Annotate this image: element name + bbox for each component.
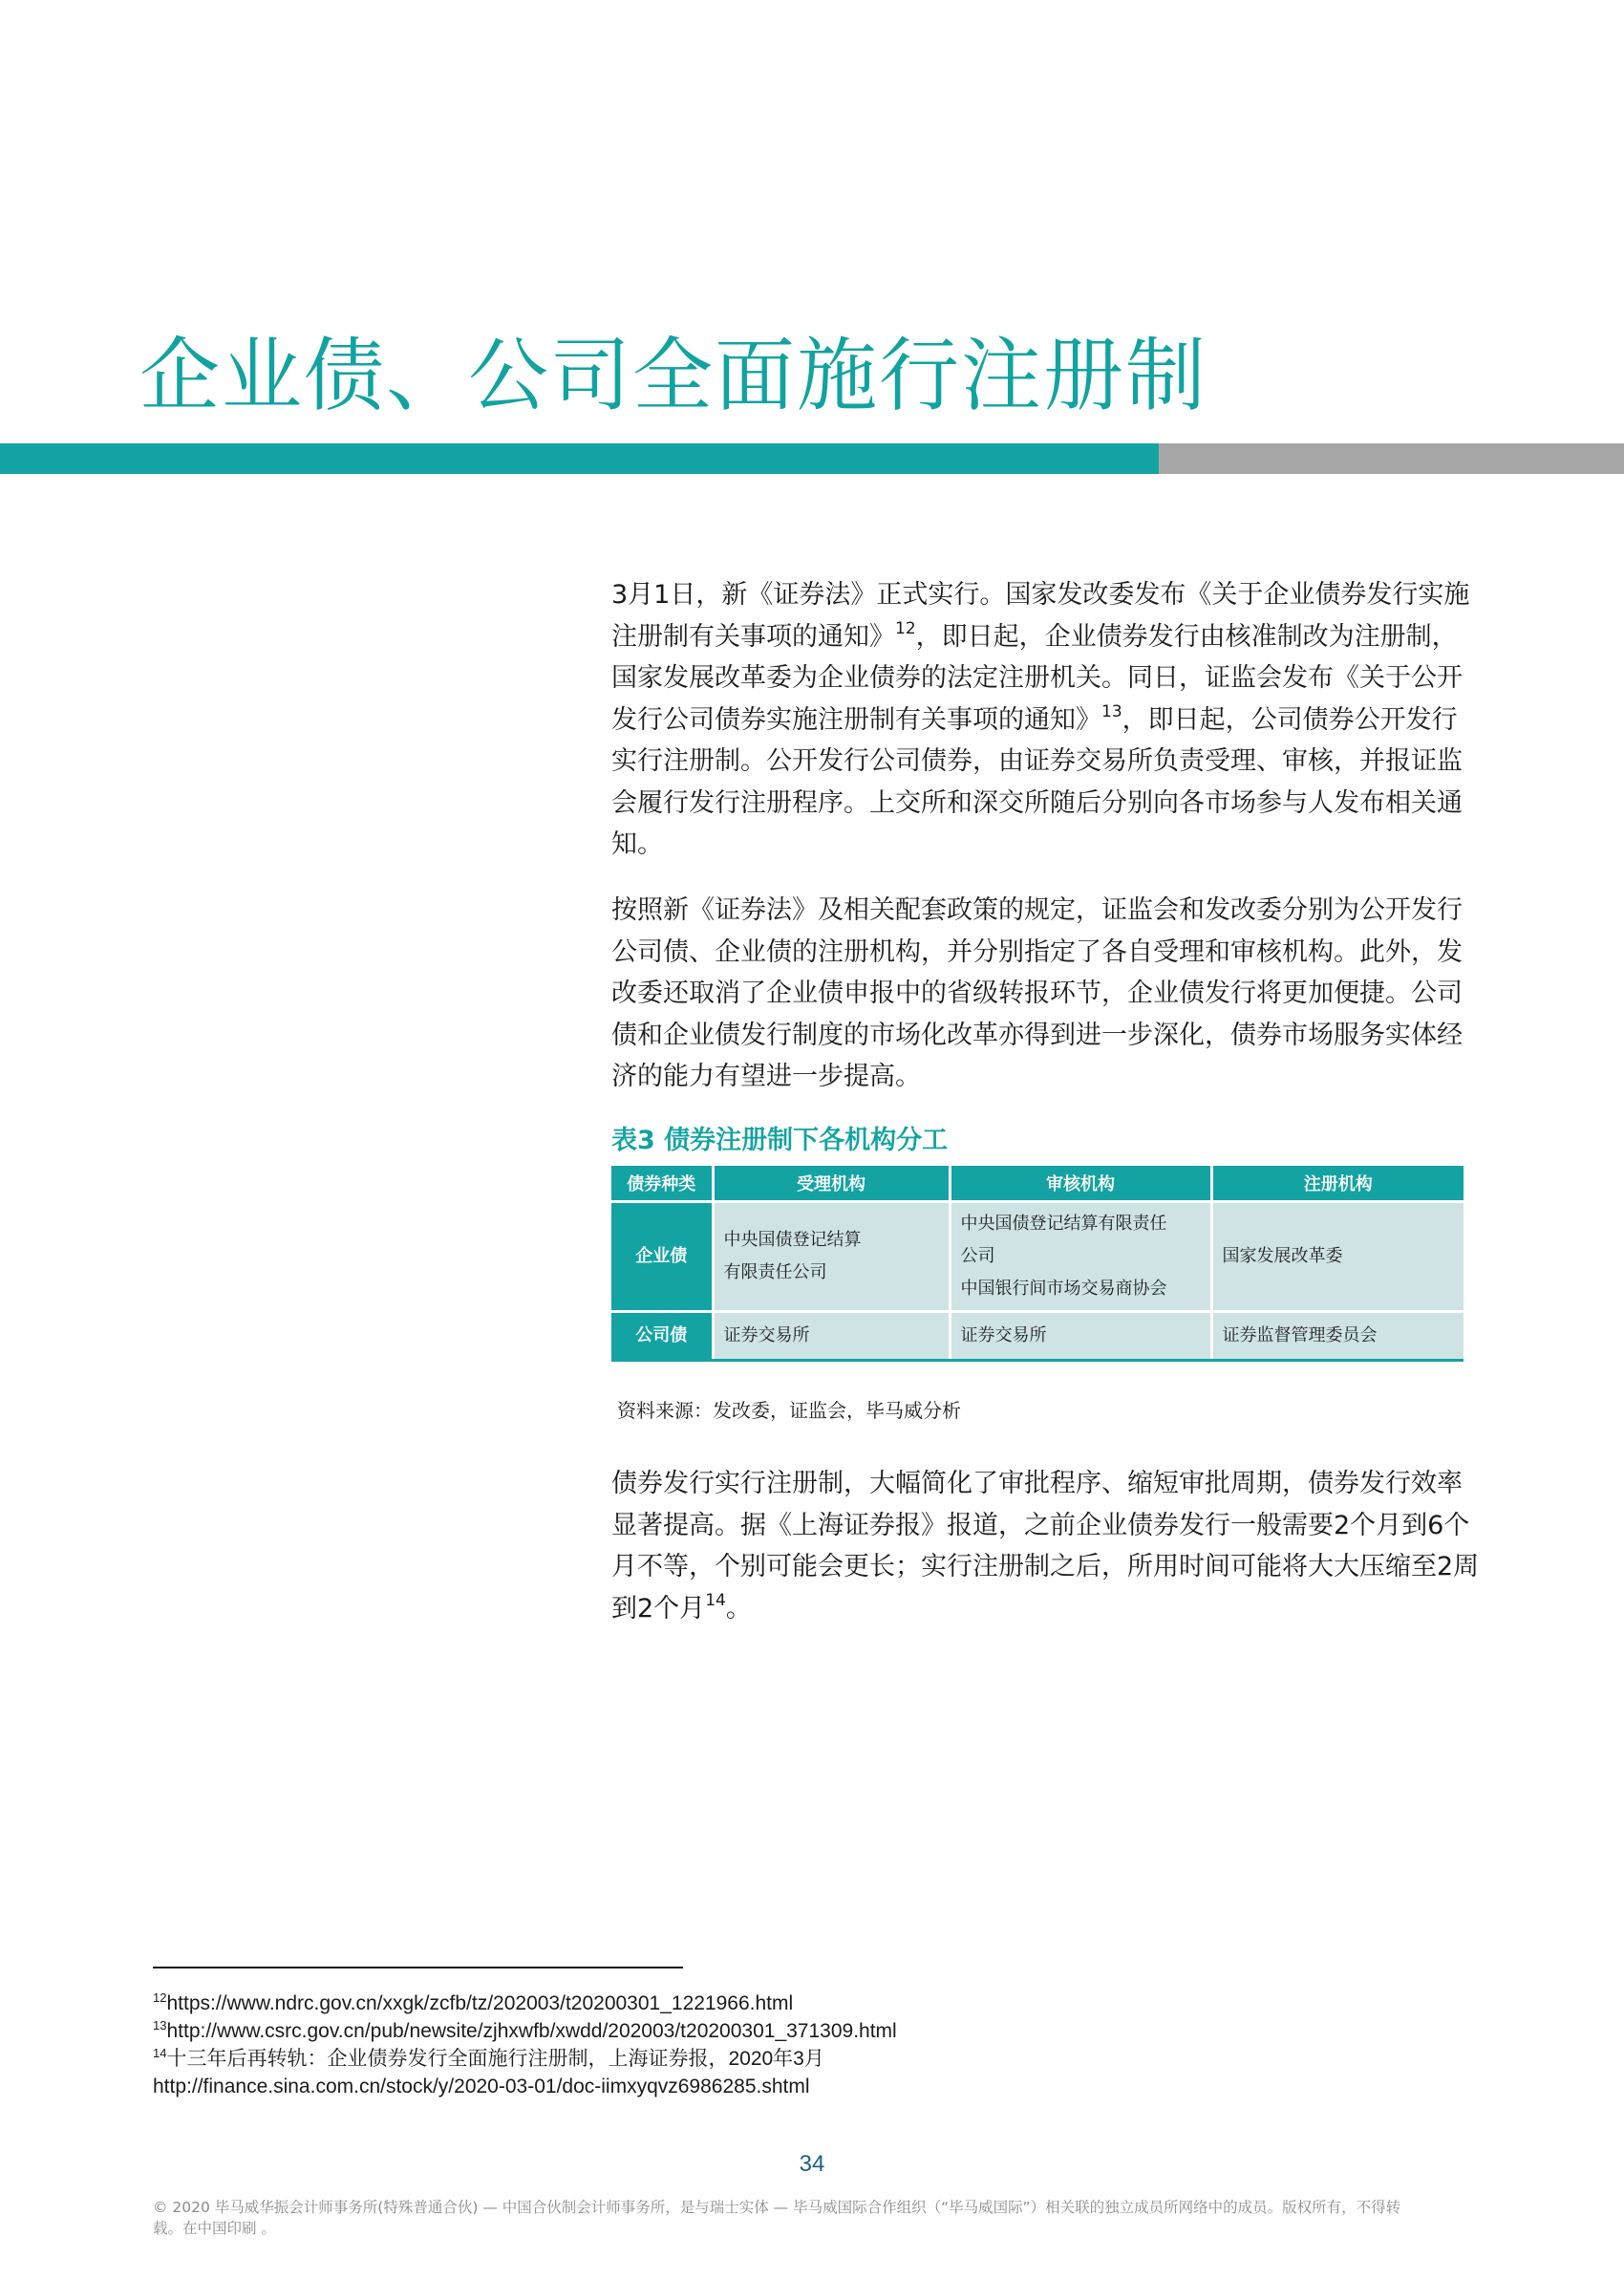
table-row — [611, 1312, 1464, 1361]
copyright-line: © 2020 毕马威华振会计师事务所(特殊普通合伙) — 中国合伙制会计师事务所，是与瑞士实体 — 毕马威国际合作组织（“毕马威国际”）相关联的独立成员所网络中的成员。版权所有，不得转 — [153, 2199, 1401, 2216]
table-header-cell: 受理机构 — [713, 1166, 950, 1202]
table-row-header: 公司债 — [611, 1312, 713, 1361]
cell-line: 公司 — [960, 1246, 995, 1266]
paragraph-text: ，即日起，企业债券发行由核准制改为注册制，国家发展改革委为企业债券的法定注册机关。同日，证监会发布《关于公开发行公司债券实施注册制有关事项的通知》 — [611, 621, 1463, 735]
paragraph-text: 。 — [725, 1593, 752, 1624]
table-cell — [713, 1202, 950, 1312]
page-title: 企业债、公司全面施行注册制 — [139, 329, 1208, 422]
table-header-cell: 注册机构 — [1211, 1166, 1464, 1202]
footnote-divider — [153, 1967, 683, 1968]
table-header-row — [611, 1166, 1464, 1202]
footnote-link[interactable]: http://www.csrc.gov.cn/pub/newsite/zjhxwfb/xwdd/202003/t20200301_371309.html — [166, 2020, 897, 2042]
footnote-14 — [153, 2045, 1204, 2073]
footnote-ref-14: 14 — [705, 1590, 726, 1610]
table-cell: 证券交易所 — [950, 1312, 1211, 1361]
footnote-ref-12: 12 — [895, 618, 916, 638]
paragraph-text: 债券发行实行注册制，大幅简化了审批程序、缩短审批周期，债券发行效率显著提高。据《上海证券报》报道，之前企业债券发行一般需要2个月到6个月不等，个别可能会更长；实行注册制之后，所用时间可能将大大压缩至2周到2个月 — [611, 1469, 1480, 1624]
cell-line: 中国银行间市场交易商协会 — [960, 1279, 1167, 1299]
cell-line: 有限责任公司 — [723, 1262, 827, 1282]
footnote-number: 13 — [153, 2018, 167, 2033]
table-row-header: 企业债 — [611, 1202, 713, 1312]
copyright-notice — [153, 2197, 1490, 2239]
footnote-number: 12 — [153, 1990, 167, 2005]
table-cell — [950, 1202, 1211, 1312]
table-cell: 证券监督管理委员会 — [1211, 1312, 1464, 1361]
header-band-gray — [1159, 443, 1624, 474]
table-cell: 证券交易所 — [713, 1312, 950, 1361]
footnote-number: 14 — [153, 2046, 167, 2060]
cell-line: 中央国债登记结算 — [723, 1230, 862, 1250]
table-header-cell: 审核机构 — [950, 1166, 1211, 1202]
paragraph-text: 3月1日，新《证券法》正式实行。国家发改委发布《关于企业债券发行实施注册制有关事项的通知》 — [611, 580, 1470, 652]
copyright-line: 载。在中国印刷 。 — [153, 2220, 276, 2237]
header-band-teal — [0, 443, 1159, 474]
page-number: 34 — [799, 2151, 825, 2177]
body-paragraph-2: 按照新《证券法》及相关配套政策的规定，证监会和发改委分别为公开发行公司债、企业债的注册机构，并分别指定了各自受理和审核机构。此外，发改委还取消了企业债申报中的省级转报环节，企业债发行将更加便捷。公司债和企业债发行制度的市场化改革亦得到进一步深化，债券市场服务实体经济的能力有望进一步提高。 — [611, 895, 1463, 1091]
institution-table — [611, 1166, 1464, 1362]
table-title: 表3 债券注册制下各机构分工 — [611, 1126, 949, 1155]
footnote-text: 十三年后再转轨：企业债券发行全面施行注册制，上海证券报，2020年3月 — [166, 2048, 824, 2070]
footnote-13 — [153, 2017, 1204, 2045]
footnote-ref-13: 13 — [1101, 701, 1122, 721]
footnote-link[interactable]: http://finance.sina.com.cn/stock/y/2020-03-01/doc-iimxyqvz6986285.shtml — [153, 2076, 810, 2097]
paragraph-text: ，即日起，公司债券公开发行实行注册制。公开发行公司债券，由证券交易所负责受理、审核，并报证监会履行发行注册程序。上交所和深交所随后分别向各市场参与人发布相关通知。 — [611, 704, 1463, 859]
body-paragraph-3 — [611, 1463, 1481, 1629]
table-cell: 国家发展改革委 — [1211, 1202, 1464, 1312]
table-row — [611, 1202, 1464, 1312]
body-paragraph-1 — [611, 574, 1481, 866]
cell-line: 中央国债登记结算有限责任 — [960, 1214, 1167, 1234]
table-header-cell: 债券种类 — [611, 1166, 713, 1202]
table-source: 资料来源：发改委，证监会，毕马威分析 — [617, 1399, 961, 1422]
footnote-12 — [153, 1990, 1204, 2017]
footnotes — [153, 1990, 1204, 2100]
footnote-14-url — [153, 2073, 1204, 2100]
footnote-link[interactable]: https://www.ndrc.gov.cn/xxgk/zcfb/tz/202003/t20200301_1221966.html — [166, 1992, 794, 2014]
